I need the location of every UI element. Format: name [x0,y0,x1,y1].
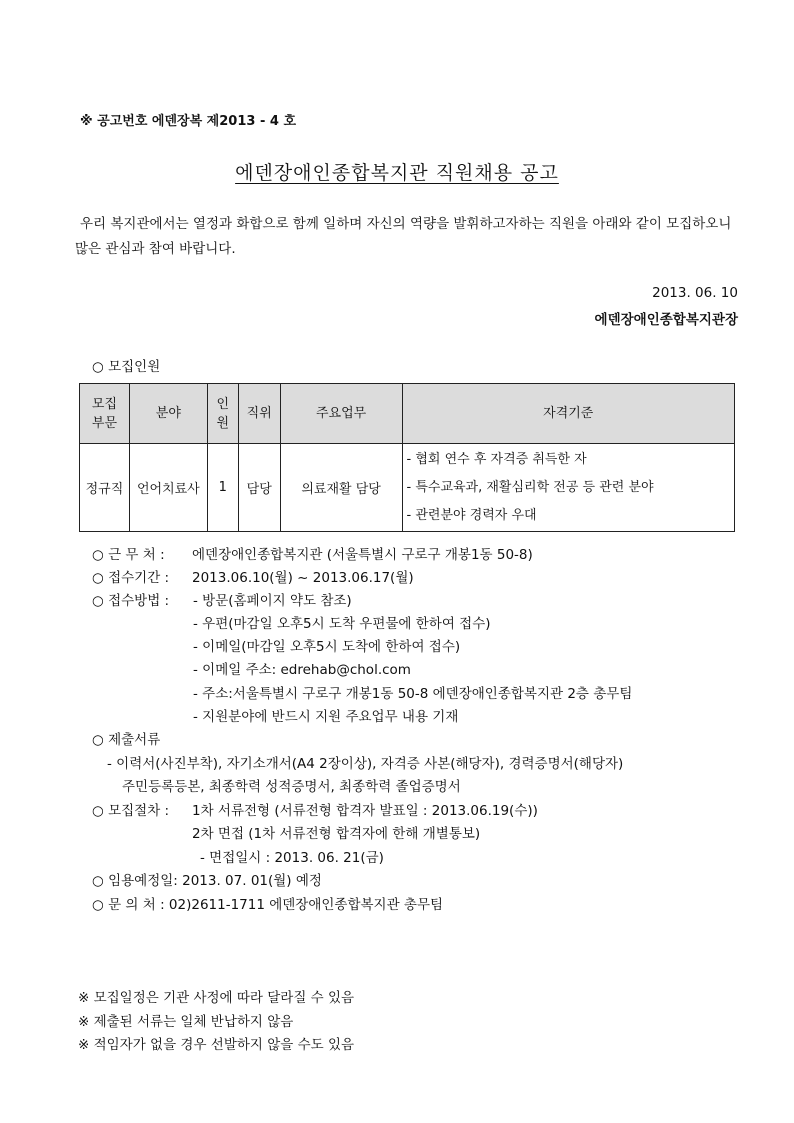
column-header-field: 분야 [129,384,207,444]
recruitment-heading: ○ 모집인원 [92,359,161,375]
period-value: 2013.06.10(월) ~ 2013.06.17(월) [192,570,414,586]
column-header-division: 모집 부문 [80,384,130,444]
cell-position: 담당 [238,444,280,532]
docs-label: ○ 제출서류 [92,732,161,748]
procedure-label: ○ 모집절차 : [92,803,170,819]
cell-duties: 의료재활 담당 [280,444,402,532]
table-header-row [80,384,735,444]
footer-note: ※ 적임자가 없을 경우 선발하지 않을 수도 있음 [78,1037,355,1053]
notice-date: 2013. 06. 10 [652,285,738,301]
method-item: - 지원분야에 반드시 지원 주요업무 내용 기재 [193,709,459,725]
notice-number: ※ 공고번호 에덴장복 제2013 - 4 호 [80,114,296,129]
column-header-duties: 주요업무 [280,384,402,444]
method-label: ○ 접수방법 : [92,593,170,609]
appointment-date: ○ 임용예정일: 2013. 07. 01(월) 예정 [92,873,322,889]
recruitment-table [79,383,735,532]
table-row [80,444,735,532]
cell-qualifications [402,444,735,532]
workplace-value: 에덴장애인종합복지관 (서울특별시 구로구 개봉1동 50-8) [192,547,533,563]
period-label: ○ 접수기간 : [92,570,170,586]
column-header-qualifications: 자격기준 [402,384,735,444]
workplace-label: ○ 근 무 처 : [92,547,165,563]
docs-line: 주민등록등본, 최종학력 성적증명서, 최종학력 졸업증명서 [122,779,461,795]
intro-paragraph: 우리 복지관에서는 열정과 화합으로 함께 일하며 자신의 역량을 발휘하고자하는 직원을 아래와 같이 모집하오니 많은 관심과 참여 바랍니다. [75,216,732,257]
qualification-item: - 특수교육과, 재활심리학 전공 등 관련 분야 [406,479,654,495]
method-item-email: - 이메일 주소: edrehab@chol.com [193,662,411,678]
qualification-item: - 관련분야 경력자 우대 [406,507,537,523]
cell-field: 언어치료사 [129,444,207,532]
interview-date: - 면접일시 : 2013. 06. 21(금) [200,850,384,866]
inquiry-contact: ○ 문 의 처 : 02)2611-1711 에덴장애인종합복지관 총무팀 [92,897,444,913]
docs-line: - 이력서(사진부착), 자기소개서(A4 2장이상), 자격증 사본(해당자), 경력증명서(해당자) [107,756,624,772]
page-title-text: 에덴장애인종합복지관 직원채용 공고 [235,162,559,184]
footer-note: ※ 모집일정은 기관 사정에 따라 달라질 수 있음 [78,990,355,1006]
column-header-position: 직위 [238,384,280,444]
procedure-step: 1차 서류전형 (서류전형 합격자 발표일 : 2013.06.19(수)) [192,803,538,819]
method-item-address: - 주소:서울특별시 구로구 개봉1동 50-8 에덴장애인종합복지관 2층 총무팀 [193,686,633,702]
method-item: - 이메일(마감일 오후5시 도착에 한하여 접수) [193,639,461,655]
procedure-step: 2차 면접 (1차 서류전형 합격자에 한해 개별통보) [192,826,481,842]
footer-note: ※ 제출된 서류는 일체 반납하지 않음 [78,1014,294,1030]
method-item: - 방문(홈페이지 약도 참조) [193,593,352,609]
cell-count: 1 [207,444,238,532]
qualification-item: - 협회 연수 후 자격증 취득한 자 [406,451,587,467]
page-title [0,158,794,185]
method-item: - 우편(마감일 오후5시 도착 우편물에 한하여 접수) [193,616,491,632]
cell-division: 정규직 [80,444,130,532]
issuer: 에덴장애인종합복지관장 [594,312,738,328]
column-header-count: 인 원 [207,384,238,444]
